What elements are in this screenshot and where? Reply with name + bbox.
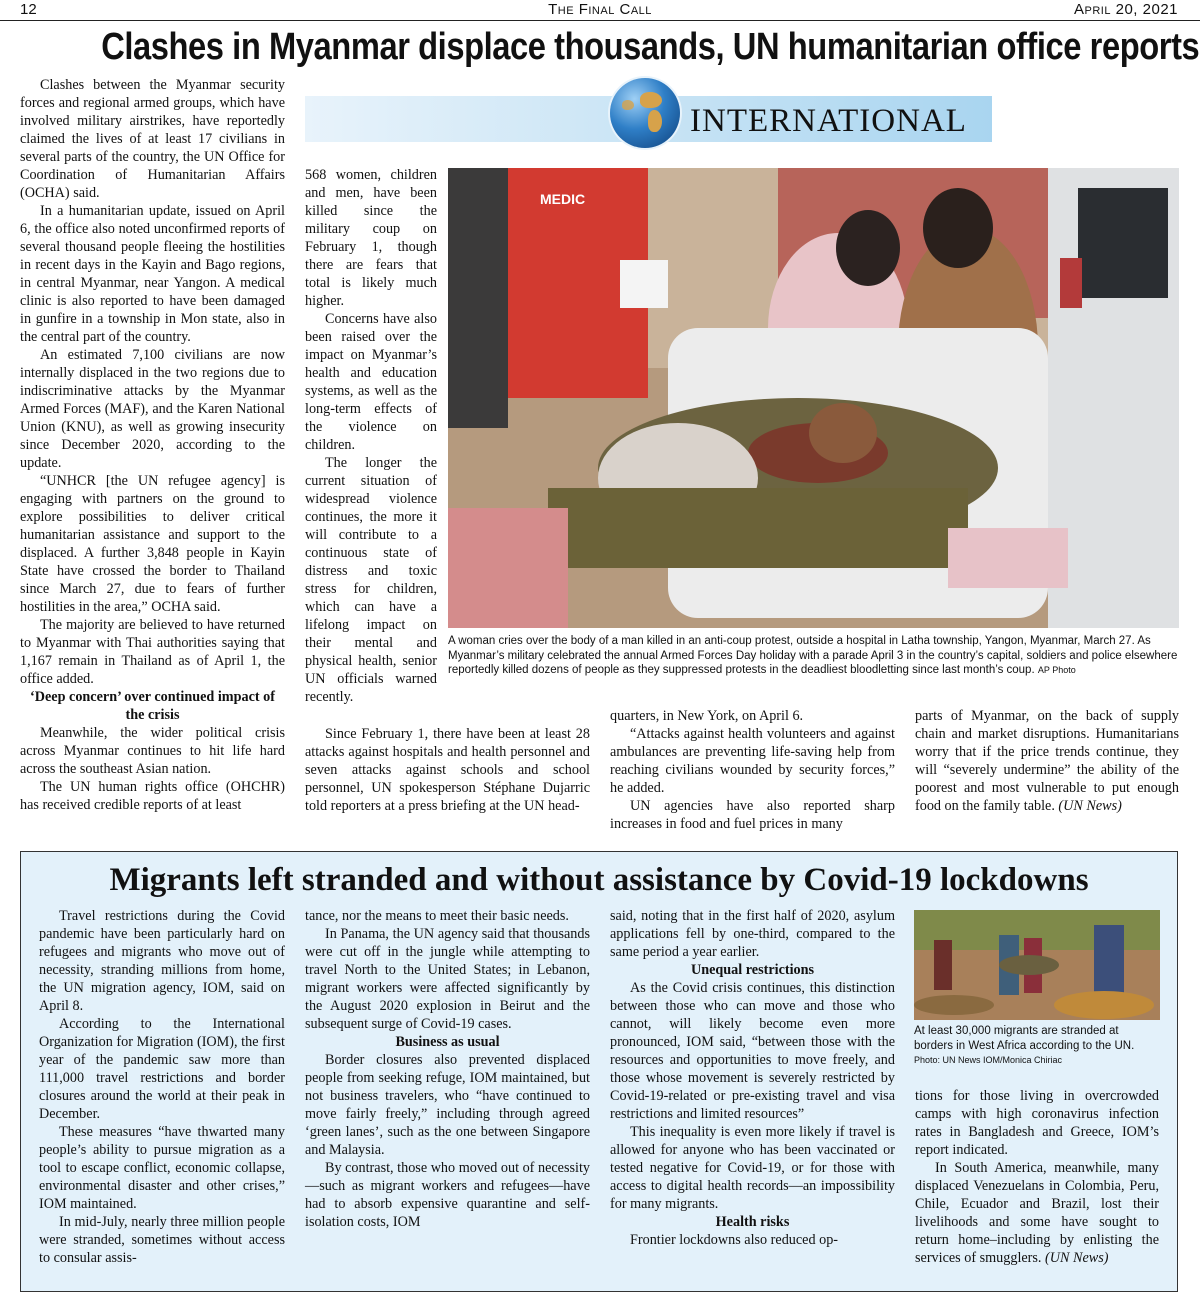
source-credit: (UN News) [1045,1250,1109,1266]
vest-label: MEDIC [540,191,586,207]
migrants-photo [914,910,1160,1020]
article2-headline: Migrants left stranded and without assistance by Covid-19 lockdowns [109,862,1089,898]
paragraph: Border closures also prevented displaced people from seeking refuge, IOM maintained, but not business travelers, who “have continued to move fairly freely,” including through agreed ‘green lanes’, such as the one between Singapore and Malaysia. [305,1052,590,1158]
photo-caption [448,634,1179,678]
paragraph [915,1159,1159,1267]
paragraph: These measures “have thwarted many people’s ability to pursue migration as a tool to escape conflict, economic collapse, environmental disaster and other crises,” IOM maintained. [39,1124,285,1212]
paragraph: tions for those living in overcrowded camps with high coronavirus infection rates in Bangladesh and Greece, IOM’s report indicated. [915,1088,1159,1158]
photo-credit: Photo: UN News IOM/Monica Chiriac [914,1055,1063,1065]
protest-photo [448,168,1179,628]
paragraph: UN agencies have also reported sharp increases in food and fuel prices in many [610,798,895,832]
article1-column-3 [610,707,895,833]
paragraph: As the Covid crisis continues, this distinction between those who can move and those who cannot, will likely become even more pronounced, IOM said, “between those with the resources and opportunities to move freely, and those whose movement is severely restricted by Covid-19-related or pre-existing travel and visa restrictions and limited resources” [610,980,895,1122]
migrants-photo-caption [914,1024,1160,1068]
paragraph: The UN human rights office (OHCHR) has received credible reports of at least [20,779,285,813]
subheading: Business as usual [395,1034,500,1050]
publication-name: The Final Call [548,1,652,18]
article2-column-1 [39,907,285,1267]
section-label: INTERNATIONAL [690,103,967,139]
subheading: ‘Deep concern’ over continued impact of the crisis [30,689,275,723]
paragraph: Clashes between the Myanmar security forces and regional armed groups, which have involved military airstrikes, have reportedly claimed the lives of at least 17 civilians in several parts of the country, the UN Office for Coordination of Humanitarian Affairs (OCHA) said. [20,77,285,201]
paragraph: An estimated 7,100 civilians are now internally displaced in the two regions due to indiscriminative attacks by the Myanmar Armed Forces (MAF), and the Karen National Union (KNU), as well as growing insecurity since December 2020, according to the update. [20,347,285,471]
paragraph-text: parts of Myanmar, on the back of supply chain and market disruptions. Humanitarians worry that if the price trends continue, they will “severely undermine” the ability of the poorest and most vulnerable to put enough food on the family table. [915,708,1179,814]
paragraph: Meanwhile, the wider political crisis across Myanmar continues to hit life hard across the southeast Asian nation. [20,725,285,777]
article1-column-4 [915,707,1179,815]
paragraph: According to the International Organization for Migration (IOM), the first year of the pandemic saw more than 111,000 travel restrictions and border closures around the world at their peak in December. [39,1016,285,1122]
article1-column-1 [20,76,285,814]
globe-icon [610,78,680,148]
paragraph: tance, nor the means to meet their basic needs. [305,908,569,924]
paragraph: The majority are believed to have returned to Myanmar with Thai authorities saying that 1,167 remain in Thailand as of April 1, the office added. [20,617,285,687]
paragraph: said, noting that in the first half of 2020, asylum applications fell by one-third, compared to the same period a year earlier. [610,908,895,960]
paragraph: In mid-July, nearly three million people were stranded, sometimes without access to consular assis- [39,1214,285,1266]
caption-text: A woman cries over the body of a man killed in an anti-coup protest, outside a hospital in Latha township, Yangon, Myanmar, March 27. As Myanmar’s military celebrated the annual Armed Forces Day holiday with a parade April 3 in the country’s capital, soldiers and police elsewhere reportedly killed dozens of people as they suppressed protests in the deadliest bloodletting since last month’s coup. [448,635,1178,676]
article1-column-2 [305,166,437,706]
page-header [0,0,1200,21]
paragraph: Travel restrictions during the Covid pandemic have been particularly hard on refugees and migrants who move out of necessity, stranding millions from home, the UN migration agency, IOM, said on April 8. [39,908,285,1014]
article2-column-3 [610,907,895,1249]
paragraph: Since February 1, there have been at least 28 attacks against hospitals and health personnel and seven attacks against schools and school personnel, UN spokesperson Stéphane Dujarric told reporters at a press briefing at the UN head- [305,726,590,814]
subheading: Unequal restrictions [690,962,815,978]
paragraph: Concerns have also been raised over the impact on Myanmar’s health and education systems, as well as the long-term effects of the violence on children. [305,311,437,453]
paragraph-text: In South America, meanwhile, many displaced Venezuelans in Colombia, Peru, Chile, Ecuador and Brazil, lost their livelihoods and some have sought to return home–including by enlisting the services of smugglers. [915,1160,1159,1266]
article1-column-2b [305,725,590,815]
paragraph: “Attacks against health volunteers and against ambulances are preventing life-saving help from reaching civilians wounded by security forces,” he added. [610,726,895,796]
article-headline: Clashes in Myanmar displace thousands, UN humanitarian office reports [101,26,1200,68]
caption-text: At least 30,000 migrants are stranded at borders in West Africa according to the UN. [914,1025,1135,1052]
subheading: Health risks [715,1214,790,1230]
photo-credit: AP Photo [1037,665,1076,675]
issue-date: April 20, 2021 [1073,1,1178,18]
paragraph: 568 women, children and men, have been killed since the military coup on February 1, though there are fears that total is likely much higher. [305,167,437,309]
paragraph: This inequality is even more likely if travel is allowed for anyone who has been vaccinated or tested negative for Covid-19, or for those with access to digital health records—an impossibility for many migrants. [610,1124,895,1212]
source-credit: (UN News) [1058,798,1122,814]
paragraph: “UNHCR [the UN refugee agency] is engaging with partners on the ground to explore possibilities to deliver critical humanitarian assistance and support to the displaced. A further 3,848 people in Kayin State have crossed the border to Thailand since March 27, due to fears of further hostilities in the area,” OCHA said. [20,473,285,615]
paragraph: Frontier lockdowns also reduced op- [630,1232,839,1248]
article2-column-4 [915,1087,1159,1267]
paragraph: The longer the current situation of widespread violence continues, the more it will contribute to a continuous state of distress and toxic stress for children, which can have a lifelong impact on their mental and physical health, senior UN officials warned recently. [305,455,437,705]
paragraph: In a humanitarian update, issued on April 6, the office also noted unconfirmed reports of several thousand people fleeing the hostilities in recent days in the Kayin and Bago regions, in central Myanmar, near Yangon. A medical clinic is also reported to have been damaged in gunfire in a township in Mon state, also in the central part of the country. [20,203,285,345]
paragraph: By contrast, those who moved out of necessity—such as migrant workers and refugees—have had to absorb expensive quarantine and self-isolation costs, IOM [305,1160,590,1230]
article2-column-2 [305,907,590,1231]
paragraph [915,707,1179,815]
paragraph: quarters, in New York, on April 6. [610,708,804,724]
paragraph: In Panama, the UN agency said that thousands were cut off in the jungle while attempting to travel North to the United States; in Lebanon, migrant workers were affected significantly by the August 2020 explosion in Beirut and the subsequent surge of Covid-19 cases. [305,926,590,1032]
page-number: 12 [20,1,37,18]
